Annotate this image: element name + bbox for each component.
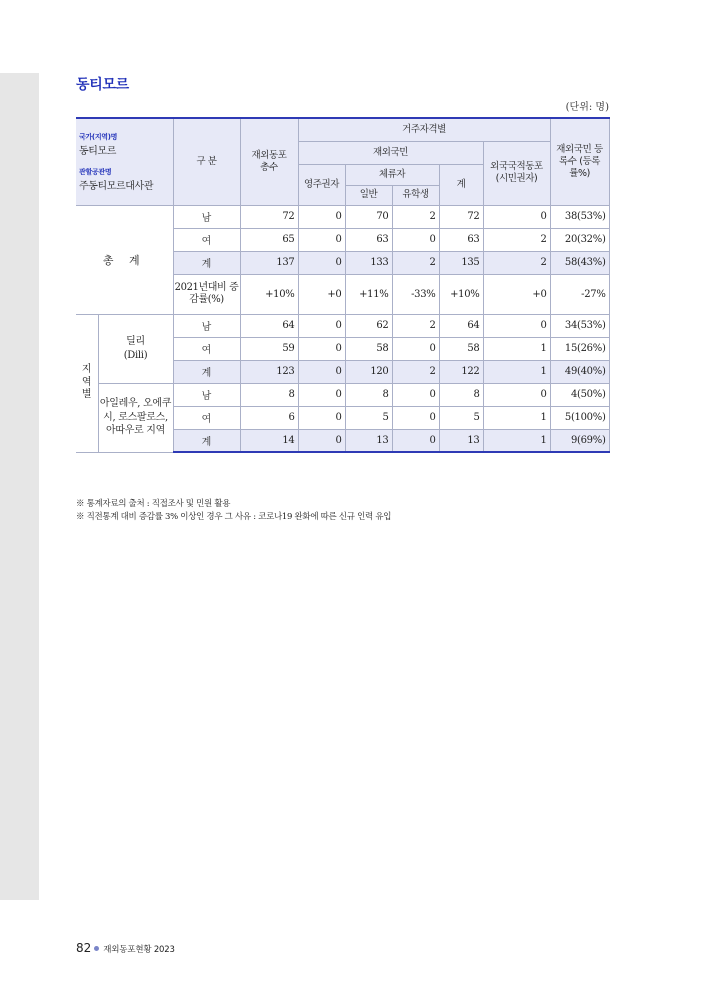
- cell-registered: 5(100%): [550, 406, 609, 429]
- cell-foreign: 1: [483, 360, 550, 383]
- book-title: 재외동포현황 2023: [103, 945, 175, 955]
- cell-general: 70: [345, 205, 392, 228]
- cell-foreign: 2: [483, 228, 550, 251]
- cell-student: 2: [392, 360, 439, 383]
- cell-total: 6: [240, 406, 298, 429]
- page-title: 동티모르: [76, 77, 129, 93]
- row-label: 여: [173, 337, 240, 360]
- cell-foreign: 0: [483, 383, 550, 406]
- cell-general: 58: [345, 337, 392, 360]
- cell-student: 2: [392, 251, 439, 274]
- row-label: 여: [173, 228, 240, 251]
- cell-registered: 58(43%): [550, 251, 609, 274]
- cell-general: 62: [345, 314, 392, 337]
- mission-label: 관할공관명: [79, 167, 112, 176]
- header-foreign: [483, 141, 550, 205]
- cell-subtotal: 5: [439, 406, 483, 429]
- bullet-dot-icon: [94, 946, 99, 951]
- cell-registered: -27%: [550, 274, 609, 314]
- cell-total: 59: [240, 337, 298, 360]
- cell-subtotal: +10%: [439, 274, 483, 314]
- header-residency: 거주자격별: [298, 118, 550, 141]
- cell-permanent: 0: [298, 383, 345, 406]
- header-total: [240, 118, 298, 205]
- cell-permanent: 0: [298, 360, 345, 383]
- cell-general: 120: [345, 360, 392, 383]
- header-sojourner: 체류자: [345, 164, 439, 185]
- group-region-label: [76, 314, 98, 452]
- cell-permanent: 0: [298, 406, 345, 429]
- cell-subtotal: 122: [439, 360, 483, 383]
- region-other-label: [98, 383, 173, 452]
- cell-student: 0: [392, 337, 439, 360]
- region-dili-label: [98, 314, 173, 383]
- row-label: 남: [173, 383, 240, 406]
- cell-total: 65: [240, 228, 298, 251]
- header-general: 일반: [345, 185, 392, 205]
- cell-general: 8: [345, 383, 392, 406]
- cell-student: 0: [392, 228, 439, 251]
- header-nationals: 재외국민: [298, 141, 483, 164]
- cell-subtotal: 135: [439, 251, 483, 274]
- region-dili-text: 딜리 (Dili): [123, 336, 148, 361]
- cell-registered: 34(53%): [550, 314, 609, 337]
- cell-student: 2: [392, 314, 439, 337]
- cell-total: +10%: [240, 274, 298, 314]
- cell-registered: 9(69%): [550, 429, 609, 452]
- row-label: 2021년대비 증감률(%): [173, 274, 240, 314]
- cell-foreign: 0: [483, 205, 550, 228]
- row-label: 남: [173, 314, 240, 337]
- cell-registered: 4(50%): [550, 383, 609, 406]
- cell-permanent: 0: [298, 228, 345, 251]
- cell-general: 5: [345, 406, 392, 429]
- region-other-text: 아일레우, 오에쿠시, 로스팔로스, 아따우로 지역: [99, 398, 172, 437]
- cell-general: 133: [345, 251, 392, 274]
- page-number: 82: [76, 941, 92, 955]
- cell-total: 8: [240, 383, 298, 406]
- cell-registered: 38(53%): [550, 205, 609, 228]
- header-registered-text: 재외국민 등록수 (등록률%): [556, 143, 603, 179]
- row-label: 계: [173, 429, 240, 452]
- cell-permanent: 0: [298, 314, 345, 337]
- region-label-text: 지 역 별: [81, 364, 92, 401]
- cell-permanent: 0: [298, 205, 345, 228]
- note-source: ※ 통계자료의 출처 : 직접조사 및 민원 활용: [76, 499, 231, 509]
- unit-label: (단위: 명): [565, 102, 609, 113]
- cell-subtotal: 8: [439, 383, 483, 406]
- header-total-text: 재외동포 총수: [251, 149, 287, 173]
- header-corner: [76, 118, 173, 205]
- cell-student: 0: [392, 406, 439, 429]
- cell-permanent: 0: [298, 251, 345, 274]
- cell-foreign: 2: [483, 251, 550, 274]
- cell-registered: 49(40%): [550, 360, 609, 383]
- note-change-reason: ※ 직전통계 대비 증감률 3% 이상인 경우 그 사유 : 코로나19 완화에 따른 신규 인력 유입: [76, 512, 392, 523]
- mission-value: 주동티모르대사관: [79, 180, 154, 192]
- cell-student: 2: [392, 205, 439, 228]
- header-subtotal: 계: [439, 164, 483, 205]
- table-row: [76, 205, 609, 228]
- page-footer: [76, 941, 175, 955]
- cell-foreign: 1: [483, 337, 550, 360]
- cell-foreign: 1: [483, 429, 550, 452]
- cell-general: 63: [345, 228, 392, 251]
- country-label: 국가(지역)명: [79, 132, 118, 141]
- cell-total: 137: [240, 251, 298, 274]
- header-foreign-text: 외국국적동포 (시민권자): [490, 161, 543, 184]
- table-row: [76, 314, 609, 337]
- cell-subtotal: 63: [439, 228, 483, 251]
- statistics-table: [76, 117, 610, 453]
- cell-subtotal: 13: [439, 429, 483, 452]
- cell-permanent: +0: [298, 274, 345, 314]
- header-registered: [550, 118, 609, 205]
- row-label: 계: [173, 360, 240, 383]
- page-side-band: [0, 73, 39, 900]
- row-label: 남: [173, 205, 240, 228]
- cell-permanent: 0: [298, 429, 345, 452]
- cell-general: +11%: [345, 274, 392, 314]
- cell-foreign: +0: [483, 274, 550, 314]
- row-label: 여: [173, 406, 240, 429]
- cell-student: -33%: [392, 274, 439, 314]
- header-student: 유학생: [392, 185, 439, 205]
- group-total-label: 총 계: [76, 205, 173, 314]
- cell-foreign: 0: [483, 314, 550, 337]
- country-value: 동티모르: [79, 145, 117, 157]
- cell-registered: 15(26%): [550, 337, 609, 360]
- cell-total: 14: [240, 429, 298, 452]
- cell-permanent: 0: [298, 337, 345, 360]
- cell-foreign: 1: [483, 406, 550, 429]
- table-row: [76, 383, 609, 406]
- cell-general: 13: [345, 429, 392, 452]
- cell-student: 0: [392, 383, 439, 406]
- header-category: 구 분: [173, 118, 240, 205]
- notes: [76, 498, 391, 524]
- cell-subtotal: 72: [439, 205, 483, 228]
- cell-total: 123: [240, 360, 298, 383]
- cell-total: 64: [240, 314, 298, 337]
- cell-total: 72: [240, 205, 298, 228]
- cell-registered: 20(32%): [550, 228, 609, 251]
- header-permanent: 영주권자: [298, 164, 345, 205]
- cell-subtotal: 58: [439, 337, 483, 360]
- cell-subtotal: 64: [439, 314, 483, 337]
- row-label: 계: [173, 251, 240, 274]
- cell-student: 0: [392, 429, 439, 452]
